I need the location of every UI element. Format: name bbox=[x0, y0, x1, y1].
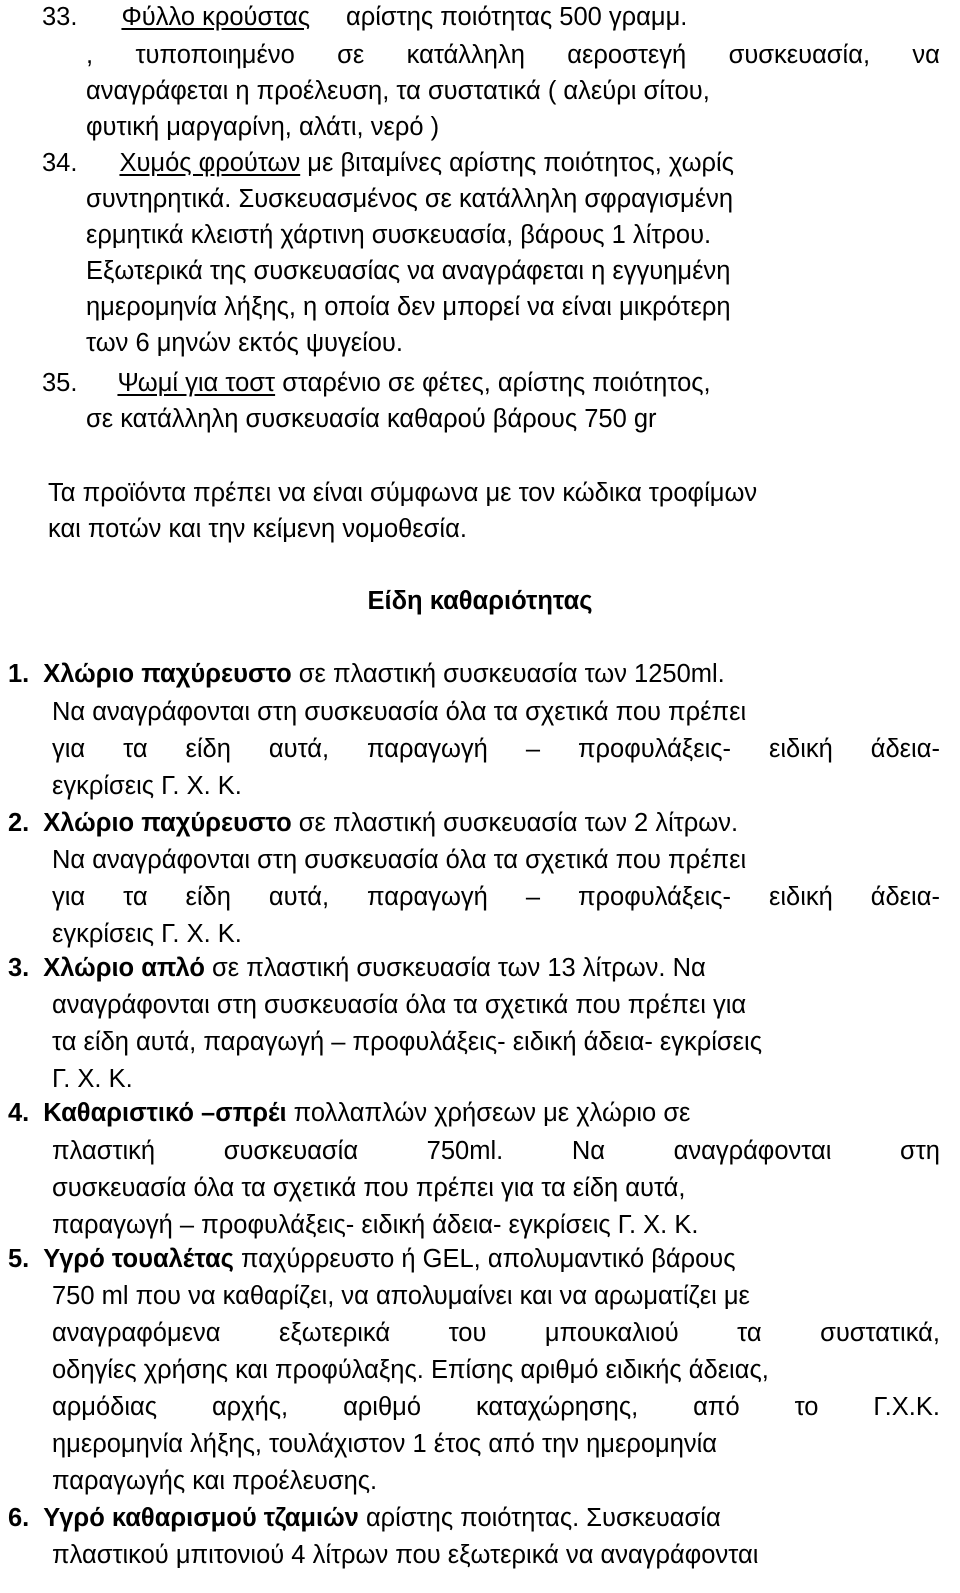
cleaning-item-4-text-word: 750ml. bbox=[426, 1137, 504, 1165]
cleaning-item-1-number: 1. bbox=[8, 660, 30, 688]
item-34-text: με βιταμίνες αρίστης ποιότητος, χωρίς bbox=[307, 149, 734, 177]
item-34-line-3 bbox=[86, 220, 711, 250]
cleaning-item-6-name: Υγρό καθαρισμού τζαμιών bbox=[43, 1504, 359, 1532]
item-33-line-4 bbox=[86, 112, 439, 142]
item-33-line-2 bbox=[86, 40, 940, 70]
cleaning-item-1-text-word: προφυλάξεις- bbox=[577, 735, 732, 763]
cleaning-item-5-line-6 bbox=[52, 1429, 717, 1459]
cleaning-item-5-line-7 bbox=[52, 1466, 377, 1496]
cleaning-item-1-text-word: άδεια- bbox=[870, 735, 940, 763]
cleaning-item-2-text-word: παραγωγή bbox=[367, 883, 488, 911]
cleaning-item-3-text: Γ. Χ. Κ. bbox=[52, 1065, 133, 1093]
cleaning-item-3-name: Χλώριο απλό bbox=[43, 954, 205, 982]
cleaning-item-2-number: 2. bbox=[8, 809, 30, 837]
cleaning-item-4-text: συσκευασία όλα τα σχετικά που πρέπει για τα είδη αυτά, bbox=[52, 1174, 686, 1202]
cleaning-item-5-text-word: μπουκαλιού bbox=[544, 1319, 679, 1347]
cleaning-item-5-text-word: αρχής, bbox=[211, 1393, 289, 1421]
item-34-text: συντηρητικά. Συσκευασμένος σε κατάλληλη σφραγισμένη bbox=[86, 185, 734, 213]
cleaning-item-1-text-word: για bbox=[52, 735, 86, 763]
cleaning-item-6-text: αρίστης ποιότητας. Συσκευασία bbox=[365, 1504, 721, 1532]
cleaning-item-5-number: 5. bbox=[8, 1245, 30, 1273]
cleaning-item-5-text-word: καταχώρησης, bbox=[475, 1393, 639, 1421]
cleaning-item-1-line-1 bbox=[8, 659, 725, 689]
item-34-text: ερμητικά κλειστή χάρτινη συσκευασία, βάρους 1 λίτρου. bbox=[86, 221, 712, 249]
cleaning-item-2-text-word: – bbox=[525, 883, 540, 911]
cleaning-item-3-line-2 bbox=[52, 990, 746, 1020]
cleaning-item-3-text: σε πλαστική συσκευασία των 13 λίτρων. Να bbox=[212, 954, 706, 982]
cleaning-item-1-text: Να αναγράφονται στη συσκευασία όλα τα σχετικά που πρέπει bbox=[52, 698, 747, 726]
cleaning-item-1-line-3 bbox=[52, 734, 940, 764]
item-35-line-1 bbox=[42, 368, 711, 398]
cleaning-item-1-line-4 bbox=[52, 771, 242, 801]
item-33-text: φυτική μαργαρίνη, αλάτι, νερό ) bbox=[86, 113, 440, 141]
cleaning-item-4-text: πολλαπλών χρήσεων με χλώριο σε bbox=[293, 1099, 691, 1127]
cleaning-item-5-text-word: Γ.Χ.Κ. bbox=[873, 1393, 940, 1421]
cleaning-item-2-text-word: ειδική bbox=[768, 883, 833, 911]
cleaning-item-4-line-4 bbox=[52, 1210, 698, 1240]
cleaning-item-1-line-2 bbox=[52, 697, 746, 727]
item-33-text-word: αεροστεγή bbox=[567, 41, 687, 69]
cleaning-item-4-text-word: συσκευασία bbox=[223, 1137, 359, 1165]
item-35-number: 35. bbox=[42, 369, 78, 397]
item-35-name: Ψωμί για τοστ bbox=[117, 369, 276, 397]
item-34-line-4 bbox=[86, 256, 730, 286]
cleaning-item-2-text: εγκρίσεις Γ. Χ. Κ. bbox=[52, 920, 242, 948]
cleaning-item-2-text-word: είδη bbox=[185, 883, 231, 911]
cleaning-item-4-text-word: Να bbox=[571, 1137, 605, 1165]
cleaning-item-5-text-word: συστατικά, bbox=[820, 1319, 940, 1347]
cleaning-item-2-line-1 bbox=[8, 808, 738, 838]
cleaning-item-3-line-3 bbox=[52, 1027, 762, 1057]
cleaning-item-3-number: 3. bbox=[8, 954, 30, 982]
cleaning-item-1-text-word: αυτά, bbox=[268, 735, 330, 763]
item-33-text: αναγράφεται η προέλευση, τα συστατικά ( αλεύρι σίτου, bbox=[86, 77, 710, 105]
cleaning-item-3-text: αναγράφονται στη συσκευασία όλα τα σχετικά που πρέπει για bbox=[52, 991, 747, 1019]
cleaning-item-4-name: Καθαριστικό –σπρέι bbox=[43, 1099, 287, 1127]
item-33-text-word: , bbox=[86, 41, 94, 69]
cleaning-item-2-text-word: προφυλάξεις- bbox=[577, 883, 732, 911]
item-35-text: σταρένιο σε φέτες, αρίστης ποιότητος, bbox=[282, 369, 711, 397]
item-33-line-1 bbox=[42, 2, 687, 32]
cleaning-item-5-line-5 bbox=[52, 1392, 940, 1422]
item-33-text-word: συσκευασία, bbox=[728, 41, 871, 69]
cleaning-item-1-text: σε πλαστική συσκευασία των 1250ml. bbox=[298, 660, 725, 688]
cleaning-item-5-text: παχύρρευστο ή GEL, απολυμαντικό βάρους bbox=[241, 1245, 736, 1273]
cleaning-item-6-line-2 bbox=[52, 1540, 758, 1570]
item-35-text: σε κατάλληλη συσκευασία καθαρού βάρους 750 gr bbox=[86, 405, 657, 433]
cleaning-item-5-text-word: τα bbox=[737, 1319, 762, 1347]
item-34-number: 34. bbox=[42, 149, 78, 177]
cleaning-item-6-line-1 bbox=[8, 1503, 721, 1533]
cleaning-item-4-line-3 bbox=[52, 1173, 686, 1203]
cleaning-item-2-line-4 bbox=[52, 919, 242, 949]
cleaning-item-1-text-word: ειδική bbox=[768, 735, 833, 763]
item-33-text-word: τυποποιημένο bbox=[135, 41, 295, 69]
cleaning-item-2-line-2 bbox=[52, 845, 746, 875]
item-34-line-6 bbox=[86, 328, 403, 358]
cleaning-item-5-line-3 bbox=[52, 1318, 940, 1348]
cleaning-item-5-line-2 bbox=[52, 1281, 750, 1311]
cleaning-item-3-line-1 bbox=[8, 953, 706, 983]
cleaning-item-3-line-4 bbox=[52, 1064, 133, 1094]
cleaning-item-5-text: ημερομηνία λήξης, τουλάχιστον 1 έτος από την ημερομηνία bbox=[52, 1430, 718, 1458]
cleaning-item-2-text-word: τα bbox=[123, 883, 148, 911]
cleaning-item-1-text-word: παραγωγή bbox=[367, 735, 488, 763]
item-33-text: αρίστης ποιότητας 500 γραμμ. bbox=[346, 3, 688, 31]
cleaning-item-5-text: 750 ml που να καθαρίζει, να απολυμαίνει και να αρωματίζει με bbox=[52, 1282, 750, 1310]
cleaning-item-2-text: Να αναγράφονται στη συσκευασία όλα τα σχετικά που πρέπει bbox=[52, 846, 747, 874]
cleaning-item-5-line-1 bbox=[8, 1244, 736, 1274]
compliance-note-line-2 bbox=[48, 514, 467, 544]
cleaning-item-4-text: παραγωγή – προφυλάξεις- ειδική άδεια- εγκρίσεις Γ. Χ. Κ. bbox=[52, 1211, 699, 1239]
section-heading: Είδη καθαριότητας bbox=[367, 587, 593, 615]
cleaning-item-6-number: 6. bbox=[8, 1504, 30, 1532]
item-33-line-3 bbox=[86, 76, 710, 106]
cleaning-item-1-text-word: είδη bbox=[185, 735, 231, 763]
cleaning-item-4-line-1 bbox=[8, 1098, 690, 1128]
item-33-text-word: σε bbox=[337, 41, 365, 69]
cleaning-item-4-number: 4. bbox=[8, 1099, 30, 1127]
cleaning-item-1-text-word: – bbox=[525, 735, 540, 763]
cleaning-item-5-text-word: του bbox=[448, 1319, 487, 1347]
cleaning-item-5-text: παραγωγής και προέλευσης. bbox=[52, 1467, 378, 1495]
cleaning-item-4-text-word: στη bbox=[900, 1137, 940, 1165]
item-33-name: Φύλλο κρούστας bbox=[121, 3, 310, 31]
cleaning-item-4-line-2 bbox=[52, 1136, 940, 1166]
cleaning-item-5-text-word: εξωτερικά bbox=[278, 1319, 391, 1347]
item-33-text-word: να bbox=[912, 41, 940, 69]
cleaning-item-2-text-word: άδεια- bbox=[870, 883, 940, 911]
cleaning-item-1-text: εγκρίσεις Γ. Χ. Κ. bbox=[52, 772, 242, 800]
cleaning-item-6-text: πλαστικού μπιτονιού 4 λίτρων που εξωτερικά να αναγράφονται bbox=[52, 1541, 759, 1569]
cleaning-item-2-name: Χλώριο παχύρευστο bbox=[43, 809, 292, 837]
item-35-line-2 bbox=[86, 404, 657, 434]
cleaning-item-4-text-word: αναγράφονται bbox=[673, 1137, 832, 1165]
compliance-note-line-1 bbox=[48, 478, 757, 508]
item-34-line-1 bbox=[42, 148, 734, 178]
cleaning-item-4-text-word: πλαστική bbox=[52, 1137, 156, 1165]
cleaning-item-2-text-word: αυτά, bbox=[268, 883, 330, 911]
item-34-line-2 bbox=[86, 184, 733, 214]
item-33-text-word: κατάλληλη bbox=[406, 41, 525, 69]
compliance-note-text: Τα προϊόντα πρέπει να είναι σύμφωνα με τον κώδικα τροφίμων bbox=[48, 479, 758, 507]
item-34-text: ημερομηνία λήξης, η οποία δεν μπορεί να είναι μικρότερη bbox=[86, 293, 731, 321]
cleaning-item-5-text-word: αριθμό bbox=[343, 1393, 422, 1421]
cleaning-item-2-text-word: για bbox=[52, 883, 86, 911]
compliance-note-text: και ποτών και την κείμενη νομοθεσία. bbox=[48, 515, 467, 543]
cleaning-item-1-text-word: τα bbox=[123, 735, 148, 763]
cleaning-item-5-text-word: από bbox=[693, 1393, 740, 1421]
cleaning-item-5-text-word: αρμόδιας bbox=[52, 1393, 158, 1421]
item-33-number: 33. bbox=[42, 3, 78, 31]
cleaning-item-5-line-4 bbox=[52, 1355, 769, 1385]
cleaning-item-5-text-word: αναγραφόμενα bbox=[52, 1319, 221, 1347]
item-34-line-5 bbox=[86, 292, 731, 322]
item-34-name: Χυμός φρούτων bbox=[119, 149, 301, 177]
cleaning-item-5-name: Υγρό τουαλέτας bbox=[43, 1245, 234, 1273]
cleaning-item-5-text: οδηγίες χρήσης και προφύλαξης. Επίσης αριθμό ειδικής άδειας, bbox=[52, 1356, 769, 1384]
cleaning-item-2-line-3 bbox=[52, 882, 940, 912]
cleaning-item-2-text: σε πλαστική συσκευασία των 2 λίτρων. bbox=[298, 809, 739, 837]
cleaning-item-5-text-word: το bbox=[794, 1393, 819, 1421]
item-34-text: των 6 μηνών εκτός ψυγείου. bbox=[86, 329, 403, 357]
cleaning-item-3-text: τα είδη αυτά, παραγωγή – προφυλάξεις- ειδική άδεια- εγκρίσεις bbox=[52, 1028, 762, 1056]
cleaning-item-1-name: Χλώριο παχύρευστο bbox=[43, 660, 292, 688]
item-34-text: Εξωτερικά της συσκευασίας να αναγράφεται η εγγυημένη bbox=[86, 257, 731, 285]
